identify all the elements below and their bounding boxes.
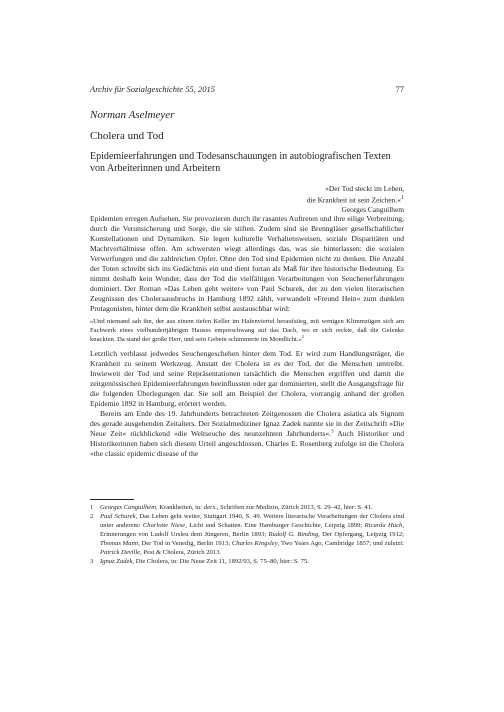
footnote-author: Thomas Mann (100, 540, 139, 547)
footnote-author: Paul Schurek (100, 513, 136, 520)
footnote-text: , Licht und Schatten. Eine Hamburger Geschichte, Leipzig 1899; (185, 522, 365, 529)
footnotes (90, 503, 404, 566)
footnote-1 (90, 503, 404, 512)
footnote-author: Ignaz Zadek (100, 558, 133, 565)
paragraph-3-part-2: Auch Historiker und Historikerinnen haben sich diesem Urteil angeschlossen. Charles E. Rosenberg zufolge ist die Cholera »the classic epidemic disease of the (90, 429, 405, 459)
footnote-text: , Schriften zur Medizin, Zürich 2013, S. 29–42, hier: S. 41. (216, 504, 373, 511)
footnote-3 (90, 557, 404, 566)
epigraph (90, 184, 404, 215)
footnote-text: , Krankheiten, in: (155, 504, 204, 511)
footnote-author: Charlotte Niese (142, 522, 186, 529)
epigraph-line-1: »Der Tod steckt im Leben, (325, 184, 404, 193)
footnote-ref-1[interactable]: 1 (400, 194, 404, 201)
epigraph-source: Georges Canguilhem (341, 205, 404, 215)
footnote-number: 1 (90, 504, 94, 511)
footnote-author: Ricarda Huch (364, 522, 403, 529)
footnote-text: , Two Years Ago, Cambridge 1857; und zuletzt: (277, 540, 405, 547)
footnote-text: , Die Cholera, in: Die Neue Zeit 11, 1892/93, S. 75–80, hier: S. 75. (132, 558, 309, 565)
footnote-2 (90, 512, 404, 557)
footnote-text: , Der Tod in Venedig, Berlin 1913; (138, 540, 232, 547)
page-number: 77 (395, 84, 404, 94)
footnote-rule (90, 499, 134, 500)
footnote-text: , Erinnerungen von Ludolf Ursleu dem Jüngeren, Berlin 1893; (100, 522, 404, 538)
footnote-text: , Der Opfergang, Leipzig 1912; (318, 531, 405, 538)
footnote-author: Charles Kingsley (231, 540, 278, 547)
footnote-ref-2[interactable]: 2 (301, 333, 304, 339)
paragraph-3-part-1: Bereits am Ende des 19. Jahrhunderts betrachteten Zeitgenossen die Cholera asiatica als Signum des gerade ausgehenden Zeitalters. Der Sozialmediziner Ignaz Zadek nannte sie in der Zeitschrift »Die Neue Zeit« rückblickend »die Weltseuche des neunzehnten Jahrhunderts«. (90, 409, 404, 439)
footnote-author: Rudolf G. Binding (268, 531, 319, 538)
footnote-text: , Das Leben geht weiter, Stuttgart 1940, S. 49. Weitere literarische Verarbeitungen der Cholera sind unter anderem: (100, 513, 405, 529)
footnote-author: Georges Canguilhem (100, 504, 156, 511)
footnote-author: ders. (203, 504, 217, 511)
journal-title: Archiv für Sozialgeschichte 55, 2015 (90, 84, 216, 94)
footnote-number: 3 (90, 558, 94, 565)
block-quote-text: »Und niemand sah ihn, der aus einem tiefen Keller im Hafenviertel heraufstieg, mit wenigen Klimmzügen sich am Fachwerk eines vielhundertjährigen Hauses emporschwang auf das Dach, wo er sich reckte, daß die Gelenke knackten. Da stand der große Herr, und sein Gebein schimmerte im Mondlicht.« (90, 318, 404, 344)
footnote-text: , Pest & Cholera, Zürich 2013. (140, 549, 222, 556)
running-head (90, 84, 404, 96)
paragraph-1: Epidemien erregen Aufsehen. Sie provozieren durch ihr rasantes Auftreten und ihre eilige Verbreitung, durch die Verunsicherung und Sorge, die sie stiften. Zudem sind sie Brenngläser gesellschaftlicher Konstellationen und Dynamiken. Sie legen kulturelle Verhaltensweisen, soziale Disparitäten und Machtverhältnisse offen. Am schwersten wiegt allerdings das, was sie hinterlassen: die sozialen Verwerfungen und die zahlreichen Opfer. Ohne den Tod sind Epidemien nicht zu denken. Die Anzahl der Toten schreibt sich ins Gedächtnis ein und dient fortan als Maß für ihre historische Bedeutung. Es nimmt deshalb kein Wunder, dass der Tod die vielfältigen Verarbeitungen von Seuchenerfahrungen dominiert. Der Roman »Das Leben geht weiter« von Paul Schurek, der zu den vielen literarischen Zeugnissen des Choleraausbruchs in Hamburg 1892 zählt, verwandelt »Freund Hein« zum dunklen Protagonisten, hinter dem die Krankheit selbst austauschbar wird: (90, 214, 404, 314)
block-quote (90, 318, 404, 345)
body-text (90, 214, 404, 460)
article-author: Norman Aselmeyer (90, 109, 175, 121)
article-subtitle: Epidemieerfahrungen und Todesanschauungen in autobiografischen Texten von Arbeiterinnen und Arbeitern (90, 151, 391, 174)
article-title: Cholera und Tod (90, 130, 164, 142)
paragraph-3 (90, 409, 404, 459)
footnote-number: 2 (90, 513, 94, 520)
footnote-ref-3[interactable]: 3 (331, 429, 334, 435)
paragraph-2: Letztlich verblasst jedwedes Seuchengeschehen hinter dem Tod. Er wird zum Handlungsträger, die Krankheit zu seinem Werkzeug. Anstatt der Cholera ist es der Tod, der die Menschen umtreibt. Inwieweit der Tod und seine Repräsentationen tatsächlich die Menschen ergriffen und damit die zeitgenössischen Epidemieerfahrungen beeinflussten oder gar dominierten, stellt die Ausgangsfrage für die folgenden Überlegungen dar. Sie soll am Beispiel der Cholera, vorrangig anhand der großen Epidemie 1892 in Hamburg, erörtert werden. (90, 349, 404, 409)
epigraph-line-2: die Krankheit ist sein Zeichen.« (306, 195, 401, 205)
footnote-author: Patrick Deville (100, 549, 141, 556)
